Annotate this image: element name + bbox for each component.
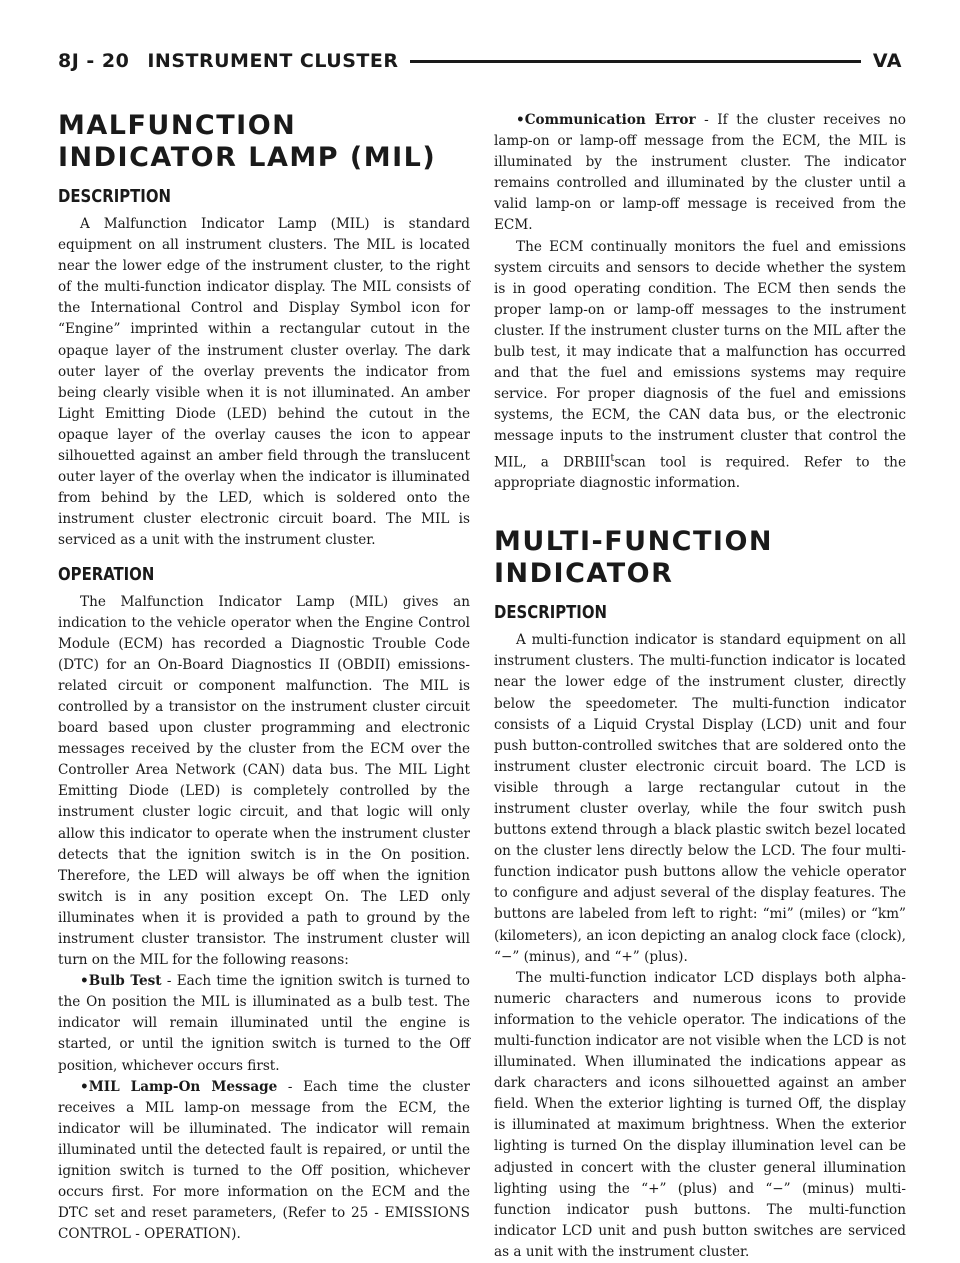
bullet-term: Bulb Test (88, 973, 162, 990)
mfi-description-text: A multi-function indicator is standard equipment on all instrument clusters. The multi-function indicator is located near the lower edge of the instrument cluster, directly below the speedometer. The multi-function indicator consists of a Liquid Crystal Display (LCD) unit and four push button-controlled switches that are soldered onto the instrument cluster electronic circuit board. The LCD is visible through a large rectangular cutout in the instrument cluster overlay, while the four switch push buttons extend through a black plastic switch bezel located on the cluster lens directly below the LCD. The four multi-function indicator push buttons allow the vehicle operator to configure and adjust several of the display features. The buttons are labeled from left to right: “mi” (miles) or “km” (kilometers), an icon depicting an analog clock face (clock), “−” (minus), and “+” (plus). (494, 632, 906, 965)
bullet-communication-error (494, 110, 906, 237)
bullet-symbol: • (80, 1078, 89, 1095)
mil-operation-heading: OPERATION (58, 563, 155, 585)
right-column (494, 110, 906, 1260)
left-column (58, 110, 470, 1243)
bullet-symbol: • (80, 973, 89, 990)
bullet-term: Communication Error (524, 112, 696, 128)
mfi-title: MULTI-FUNCTION INDICATOR (494, 526, 773, 590)
mfi-description-heading: DESCRIPTION (494, 602, 607, 624)
bullet-term: MIL Lamp-On Message (88, 1078, 278, 1095)
mil-operation-text: The Malfunction Indicator Lamp (MIL) gives an indication to the vehicle operator when the Engine Control Module (ECM) has recorded a Diagnostic Trouble Code (DTC) for an On-Board Diagnostics II (OBDII) emissions-related circuit or component malfunction. The MIL is controlled by a transistor on the instrument cluster circuit board based upon cluster programming and electronic messages received by the cluster from the ECM over the Controller Area Network (CAN) data bus. The MIL Light Emitting Diode (LED) is completely controlled by the instrument cluster logic circuit, and that logic will only allow this indicator to operate when the instrument cluster detects that the ignition switch is in the On position. Therefore, the LED will always be off when the ignition switch is in any position except On. The LED only illuminates when it is provided a path to ground by the instrument cluster transistor. The instrument cluster will turn on the MIL for the following reasons: (58, 593, 470, 969)
monitor-text-after: scan tool is required. Refer to the appropriate diagnostic information. (494, 454, 906, 492)
section-title: INSTRUMENT CLUSTER (147, 50, 399, 72)
mfi-display-text: The multi-function indicator LCD displays both alpha-numeric characters and numerous icons to provide information to the vehicle operator. The indications of the multi-function indicator are not visible when the LCD is not illuminated. When illuminated the indications appear as dark characters and icons silhouetted against an amber field. When the exterior lighting is turned Off, the display is illuminated at maximum brightness. When the exterior lighting is turned On the display illumination level can be adjusted in concert with the cluster general illumination lighting using the “+” (plus) and “−” (minus) multi-function indicator push buttons. The multi-function indicator LCD unit and push button switches are serviced as a unit with the instrument cluster. (494, 969, 906, 1260)
running-header (58, 46, 902, 76)
page-number: 8J - 20 (58, 50, 130, 72)
bullet-text: - If the cluster receives no lamp-on or lamp-off message from the ECM, the MIL is illuminated by the instrument cluster. The indicator remains controlled and illuminated by the cluster until a valid lamp-on or lamp-off message is received from the ECM. (494, 112, 906, 234)
mil-description-heading: DESCRIPTION (58, 186, 171, 207)
mil-monitor-text (494, 237, 906, 495)
model-code: VA (872, 50, 902, 72)
monitor-text-before: The ECM continually monitors the fuel and emissions system circuits and sensors to decide whether the system is in good operating condition. The ECM then sends the proper lamp-on or lamp-off messages to the instrument cluster. If the instrument cluster turns on the MIL after the bulb test, it may indicate that a malfunction has occurred and that the fuel and emissions systems may require service. For proper diagnosis of the fuel and emissions systems, the ECM, the CAN data bus, or the electronic message inputs to the instrument cluster that control the MIL, a DRBIII (494, 238, 906, 471)
trademark-icon: t (610, 452, 615, 464)
two-column-body (58, 110, 906, 1260)
bullet-symbol: • (516, 112, 525, 128)
bullet-mil-lamp-on (58, 1077, 470, 1246)
bullet-text: - Each time the cluster receives a MIL lamp-on message from the ECM, the indicator will be illuminated. The indicator will remain illuminated until the detected fault is repaired, or until the ignition switch is turned to the Off position, whichever occurs first. For more information on the ECM and the DTC set and reset parameters, (Refer to 25 - EMISSIONS CONTROL - OPERATION). (58, 1078, 470, 1243)
mil-description-text: A Malfunction Indicator Lamp (MIL) is standard equipment on all instrument clusters. The MIL is located near the lower edge of the instrument cluster, to the right of the multi-function indicator display. The MIL consists of the International Control and Display Symbol icon for “Engine” imprinted within a rectangular cutout in the opaque layer of the instrument cluster overlay. The dark outer layer of the overlay prevents the indicator from being clearly visible when it is not illuminated. An amber Light Emitting Diode (LED) behind the cutout in the opaque layer of the overlay causes the icon to appear silhouetted against an amber field through the translucent outer layer of the overlay when the indicator is illuminated from behind by the LED, which is soldered onto the instrument cluster electronic circuit board. The MIL is serviced as a unit with the instrument cluster. (58, 216, 470, 549)
bullet-bulb-test (58, 971, 470, 1076)
bullet-text: - Each time the ignition switch is turned to the On position the MIL is illuminated as a bulb test. The indicator will remain illuminated until the engine is started, or until the ignition switch is turned to the Off position, whichever occurs first. (58, 973, 470, 1074)
header-rule (410, 60, 860, 63)
mil-title: MALFUNCTION INDICATOR LAMP (MIL) (58, 110, 437, 173)
